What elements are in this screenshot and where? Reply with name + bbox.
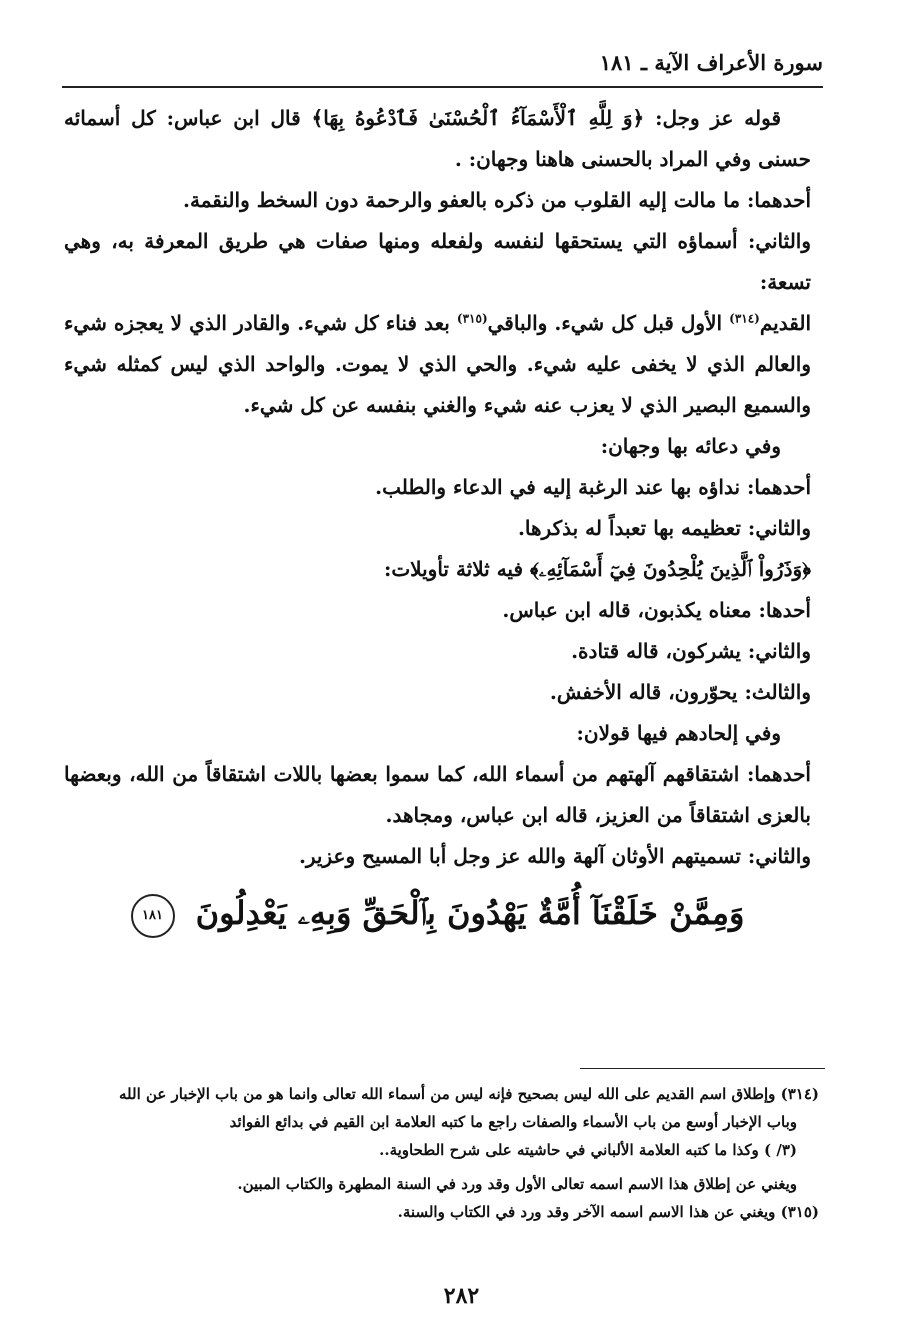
paragraph: والثاني: يشركون، قاله قتادة. (571, 639, 811, 663)
text-span: قوله عز وجل: (644, 106, 782, 130)
paragraph (64, 303, 811, 426)
paragraph: أحدها: معناه يكذبون، قاله ابن عباس. (502, 598, 811, 622)
ayah-number-medallion: ١٨١ (131, 894, 175, 938)
paragraph: والثاني: أسماؤه التي يستحقها لنفسه ولفعله ومنها صفات هي طريق المعرفة به، وهي تسعة: (64, 229, 811, 294)
paragraph (64, 98, 811, 180)
main-text (64, 98, 811, 945)
paragraph: أحدهما: نداؤه بها عند الرغبة إليه في الدعاء والطلب. (375, 475, 811, 499)
footnote-ref[interactable]: (٣١٤) (729, 311, 760, 326)
text-span: بعد فناء كل شيء. والقادر الذي لا يعجزه شيء والعالم الذي لا يخفى عليه شيء. والحي الذي لا يموت. والواحد الذي ليس كمثله شيء والسميع البصير الذي لا يعزب عنه شيء والغني بنفسه عن كل شيء. (64, 311, 811, 417)
paragraph: والثاني: تعظيمه بها تعبداً له بذكرها. (517, 516, 811, 540)
footnote-line: (٣١٤) وإطلاق اسم القديم على الله ليس بصحيح فإنه ليس من أسماء الله تعالى وانما هو من باب الإخبار عن الله (118, 1085, 819, 1103)
text-span: الأول قبل كل شيء. والباقي (487, 311, 730, 335)
header-rule (62, 86, 823, 88)
footnote-ref[interactable]: (٣١٥) (456, 311, 488, 326)
paragraph: والثاني: تسميتهم الأوثان آلهة والله عز وجل أبا المسيح وعزير. (298, 844, 811, 868)
paragraph: والثالث: يحوّرون، قاله الأخفش. (549, 680, 811, 704)
paragraph: وفي دعائه بها وجهان: (600, 434, 781, 458)
footnote-line: (٣١٥) ويغني عن هذا الاسم اسمه الآخر وقد ورد في الكتاب والسنة. (397, 1203, 819, 1221)
text-span: القديم (759, 311, 812, 335)
footnote-line: ويغني عن إطلاق هذا الاسم اسمه تعالى الأول وقد ورد في السنة المطهرة والكتاب المبين. (237, 1175, 797, 1193)
running-header: سورة الأعراف الآية ـ ١٨١ (599, 50, 823, 75)
quran-quote: ﴿وَذَرُواْ ٱلَّذِينَ يُلْحِدُونَ فِيٓ أَسْمَآئِهِۦ﴾ (529, 557, 811, 581)
footnote-line: (٣/ ) وكذا ما كتبه العلامة الألباني في حاشيته على شرح الطحاوية.. (379, 1141, 797, 1159)
footnote-line: وباب الإخبار أوسع من باب الأسماء والصفات راجع ما كتبه العلامة ابن القيم في بدائع الفوائد (229, 1113, 797, 1131)
ayah-text: وَمِمَّنْ خَلَقْنَآ أُمَّةٌ يَهْدُونَ بِٱلْحَقِّ وَبِهِۦ يَعْدِلُونَ (195, 894, 745, 932)
quran-quote: ﴿وَ لِلَّهِ ٱلْأَسْمَآءُ ٱلْحُسْنَىٰ فَٱدْعُوهُ بِهَا﴾ (311, 106, 645, 130)
footnote-rule (580, 1068, 825, 1069)
page-number: ٢٨٢ (443, 1283, 480, 1309)
paragraph: وفي إلحادهم فيها قولان: (576, 721, 781, 745)
paragraph: أحدهما: ما مالت إليه القلوب من ذكره بالعفو والرحمة دون السخط والنقمة. (183, 188, 811, 212)
footnotes (62, 1080, 819, 1226)
text-span: فيه ثلاثة تأويلات: (383, 557, 530, 581)
text-span: قال ابن عباس: كل أسمائه حسنى وفي المراد بالحسنى هاهنا وجهان: . (64, 106, 811, 171)
paragraph: أحدهما: اشتقاقهم آلهتهم من أسماء الله، كما سموا بعضها باللات اشتقاقاً من الله، وبعضها بالعزى اشتقاقاً من العزيز، قاله ابن عباس، ومجاهد. (64, 762, 811, 827)
quran-ayah (64, 881, 811, 945)
paragraph (64, 549, 811, 590)
